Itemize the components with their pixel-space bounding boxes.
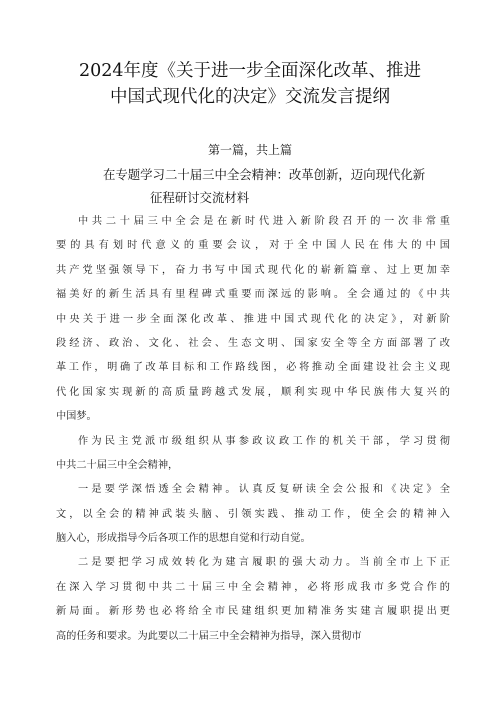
paragraph-line: 要的具有划时代意义的重要会议，对于全中国人民在伟大的中国 <box>56 240 450 252</box>
paragraph-line: 新局面。新形势也必将给全市民建组织更加精准务实建言履职提出更 <box>56 606 450 618</box>
document-title <box>30 58 470 110</box>
paragraph-line: 中国梦。 <box>56 411 97 423</box>
paragraph-line: 二是要把学习成效转化为建言履职的强大动力。当前全市上下正 <box>78 557 450 569</box>
paragraph-line: 高的任务和要求。为此要以二十届三中全会精神为指导，深入贯彻市 <box>56 630 362 642</box>
subtitle-line: 征程研讨交流材料 <box>150 190 250 205</box>
paragraph-line: 革工作，明确了改革目标和工作路线图，必将推动全面建设社会主义现 <box>56 362 450 374</box>
paragraph <box>56 430 450 479</box>
section-label: 第一篇，共上篇 <box>207 143 292 157</box>
paragraph-line: 中央关于进一步全面深化改革、推进中国式现代化的决定》，对新阶 <box>56 313 450 325</box>
paragraph-line: 共产党坚强领导下，奋力书写中国式现代化的崭新篇章、过上更加幸 <box>56 264 450 276</box>
document-body <box>56 210 450 649</box>
paragraph-line: 代化国家实现新的高质量跨越式发展，顺利实现中华民族伟大复兴的 <box>56 386 450 398</box>
paragraph-line: 段经济、政治、文化、社会、生态文明、国家安全等全方面部署了改 <box>56 337 450 349</box>
paragraph-line: 福美好的新生活具有里程碑式重要而深远的影响。全会通过的《中共 <box>56 289 450 301</box>
paragraph-line: 中共二十届三中全会精神， <box>56 459 179 471</box>
document-subtitle <box>78 163 450 209</box>
paragraph-line: 中共二十届三中全会是在新时代进入新阶段召开的一次非常重 <box>78 216 450 227</box>
paragraph-line: 脑入心，形成指导今后各项工作的思想自觉和行动自觉。 <box>56 533 311 545</box>
paragraph <box>56 210 450 430</box>
paragraph <box>56 478 450 551</box>
paragraph <box>56 551 450 649</box>
paragraph-line: 文，以全会的精神武装头脑、引领实践、推动工作，使全会的精神入 <box>56 508 450 520</box>
subtitle-line: 在专题学习二十届三中全会精神：改革创新，迈向现代化新 <box>103 167 426 182</box>
title-line: 中国式现代化的决定》交流发言提纲 <box>110 87 390 107</box>
paragraph-line: 一是要学深悟透全会精神。认真反复研读全会公报和《决定》全 <box>78 484 450 496</box>
paragraph-line: 作为民主党派市级组织从事参政议政工作的机关干部，学习贯彻 <box>78 435 450 447</box>
title-line: 2024年度《关于进一步全面深化改革、推进 <box>78 61 422 81</box>
paragraph-line: 在深入学习贯彻中共二十届三中全会精神，必将形成我市多党合作的 <box>56 581 450 593</box>
